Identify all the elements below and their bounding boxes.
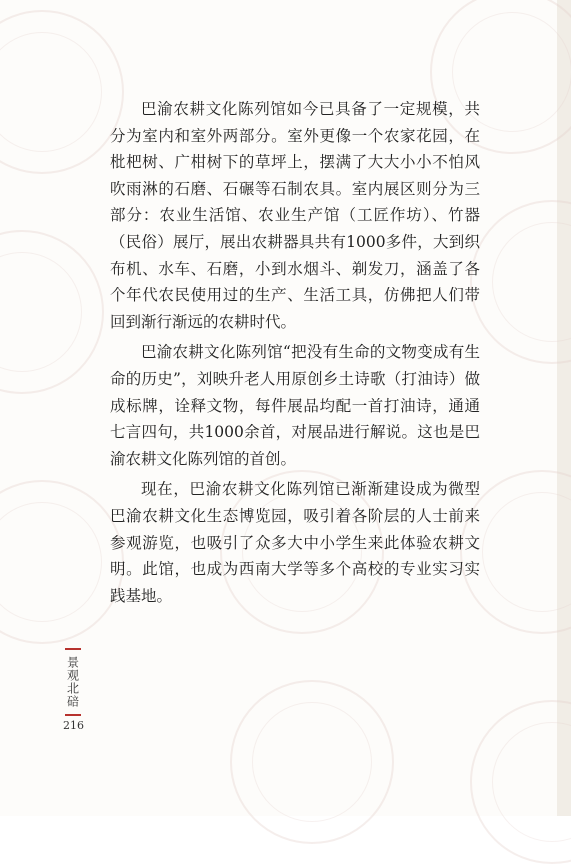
page-number: 216	[63, 719, 84, 732]
paragraph-2: 巴渝农耕文化陈列馆“把没有生命的文物变成有生命的历史”，刘映升老人用原创乡土诗歌（打油诗）做成标牌，诠释文物，每件展品均配一首打油诗，通通七言四句，共1000余首，对展品进行解说。这也是巴渝农耕文化陈列馆的首创。	[110, 343, 480, 468]
watermark-seal	[0, 10, 124, 174]
section-side-tab	[62, 646, 84, 718]
tab-bottom-bar	[65, 714, 81, 716]
body-text	[110, 96, 480, 613]
watermark-seal	[470, 200, 571, 364]
watermark-seal	[0, 480, 124, 644]
paragraph-3: 现在，巴渝农耕文化陈列馆已渐渐建设成为微型巴渝农耕文化生态博览园，吸引着各阶层的人士前来参观游览，也吸引了众多大中小学生来此体验农耕文明。此馆，也成为西南大学等多个高校的专业实习实践基地。	[110, 480, 480, 605]
watermark-seal	[470, 700, 571, 864]
page-edge-strip	[557, 0, 571, 816]
paragraph-1: 巴渝农耕文化陈列馆如今已具备了一定规模，共分为室内和室外两部分。室外更像一个农家花园，在枇杷树、广柑树下的草坪上，摆满了大大小小不怕风吹雨淋的石磨、石碾等石制农具。室内展区则分为三部分：农业生活馆、农业生产馆（工匠作坊）、竹器（民俗）展厅，展出农耕器具共有1000多件，大到织布机、水车、石磨，小到水烟斗、剃发刀，涵盖了各个年代农民使用过的生产、生活工具，仿佛把人们带回到渐行渐远的农耕时代。	[110, 100, 480, 331]
section-title: 景观北碚	[65, 656, 80, 708]
watermark-seal	[0, 230, 104, 394]
watermark-seal	[230, 680, 394, 844]
tab-top-bar	[65, 648, 81, 650]
